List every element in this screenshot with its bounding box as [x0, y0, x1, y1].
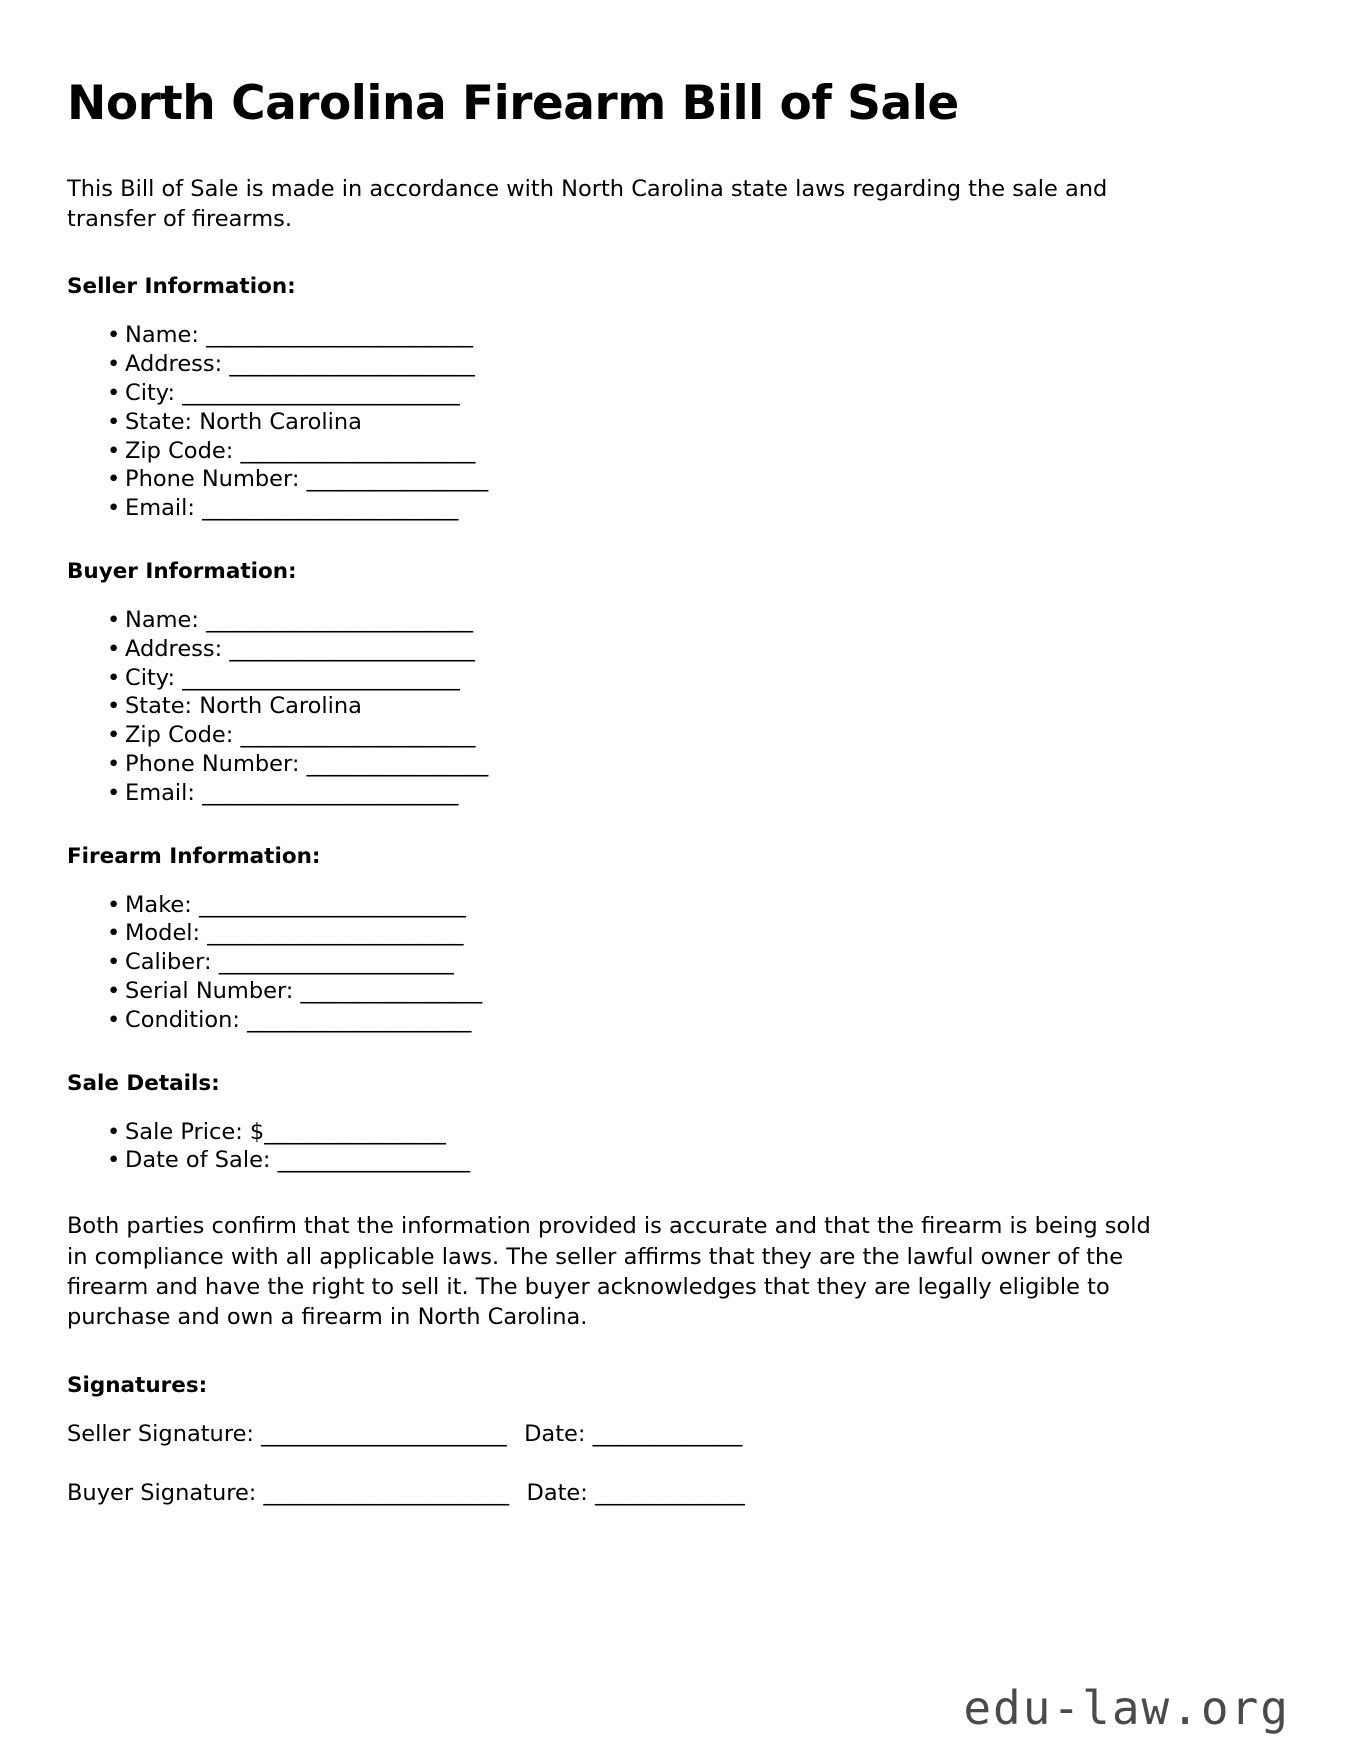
field-blank[interactable]: ______________________: [240, 722, 475, 749]
buyer-signature-row: [67, 1479, 1292, 1508]
bullet-icon: •: [107, 949, 121, 976]
list-item: [67, 494, 1292, 523]
sale-details-field-list: [67, 1118, 1292, 1176]
confirmation-paragraph: Both parties confirm that the information provided is accurate and that the firearm is being sold in compliance with all applicable laws. The seller affirms that they are the lawful owner of the firearm and have the right to sell it. The buyer acknowledges that they are legally eligible to purchase and own a firearm in North Carolina.: [67, 1213, 1151, 1331]
field-blank[interactable]: _______________________: [229, 635, 475, 662]
field-blank[interactable]: _________________________: [206, 322, 473, 349]
field-label: Name:: [125, 322, 199, 349]
bullet-icon: •: [107, 322, 121, 349]
field-label: State: North Carolina: [125, 408, 362, 435]
field-label: Email:: [125, 495, 196, 522]
bullet-icon: •: [107, 693, 121, 720]
field-blank[interactable]: __________________________: [182, 380, 460, 407]
field-label: Date of Sale:: [125, 1147, 271, 1174]
buyer-signature-label: Buyer Signature:: [67, 1479, 257, 1506]
list-item: [67, 721, 1292, 750]
list-item: [67, 919, 1292, 948]
list-item: [67, 664, 1292, 693]
sale-details-heading: Sale Details:: [67, 1070, 220, 1096]
bullet-icon: •: [107, 351, 121, 378]
list-item: [67, 350, 1292, 379]
field-blank[interactable]: ______________________: [218, 949, 454, 976]
bullet-icon: •: [107, 1118, 121, 1145]
field-blank[interactable]: __________________: [277, 1147, 470, 1174]
field-blank[interactable]: _________________: [300, 977, 482, 1004]
field-label: City:: [125, 380, 176, 407]
field-blank[interactable]: ________________________: [202, 495, 458, 522]
seller-date-blank[interactable]: ______________: [592, 1420, 742, 1447]
seller-signature-label: Seller Signature:: [67, 1420, 254, 1447]
field-label: Sale Price: $: [125, 1118, 265, 1145]
seller-date-label: Date:: [524, 1420, 586, 1447]
field-blank[interactable]: _________________________: [206, 607, 473, 634]
signatures-heading: Signatures:: [67, 1372, 208, 1398]
list-item: [67, 379, 1292, 408]
field-blank[interactable]: __________________________: [182, 664, 460, 691]
bullet-icon: •: [107, 607, 121, 634]
field-label: Address:: [125, 351, 223, 378]
field-label: Email:: [125, 779, 196, 806]
field-label: Zip Code:: [125, 437, 234, 464]
bullet-icon: •: [107, 408, 121, 435]
bullet-icon: •: [107, 466, 121, 493]
field-blank[interactable]: _______________________: [229, 351, 475, 378]
buyer-date-blank[interactable]: ______________: [595, 1479, 745, 1506]
seller-signature-row: [67, 1420, 1292, 1449]
seller-field-list: [67, 321, 1292, 523]
field-blank[interactable]: _________________________: [199, 891, 466, 918]
bullet-icon: •: [107, 920, 121, 947]
field-blank[interactable]: _________________: [306, 751, 488, 777]
field-label: Condition:: [125, 1006, 240, 1033]
bullet-icon: •: [107, 380, 121, 407]
field-label: Phone Number:: [125, 466, 300, 493]
seller-information-heading: Seller Information:: [67, 274, 296, 300]
field-label: Serial Number:: [125, 977, 294, 1004]
bullet-icon: •: [107, 722, 121, 749]
intro-paragraph: This Bill of Sale is made in accordance with North Carolina state laws regarding the sale and transfer of firearms.: [67, 175, 1108, 233]
field-label: Model:: [125, 920, 201, 947]
list-item: [67, 977, 1292, 1006]
signature-block: [67, 1420, 1292, 1509]
field-label: State: North Carolina: [125, 693, 362, 720]
buyer-date-label: Date:: [526, 1479, 588, 1506]
seller-signature-blank[interactable]: _______________________: [261, 1420, 507, 1447]
bullet-icon: •: [107, 664, 121, 691]
field-blank[interactable]: _________________: [306, 466, 488, 493]
list-item: [67, 465, 1292, 494]
bullet-icon: •: [107, 977, 121, 1004]
field-blank[interactable]: _________________: [264, 1118, 446, 1145]
bullet-icon: •: [107, 1006, 121, 1033]
field-label: Name:: [125, 607, 199, 634]
bullet-icon: •: [107, 1147, 121, 1174]
bullet-icon: •: [107, 635, 121, 662]
list-item: [67, 321, 1292, 350]
site-watermark: edu-law.org: [963, 1681, 1290, 1735]
list-item: [67, 750, 1292, 779]
field-blank[interactable]: ________________________: [202, 779, 458, 806]
bullet-icon: •: [107, 891, 121, 918]
field-label: Address:: [125, 635, 223, 662]
list-item: [67, 1006, 1292, 1035]
firearm-field-list: [67, 891, 1292, 1035]
field-label: Make:: [125, 891, 192, 918]
firearm-information-heading: Firearm Information:: [67, 843, 321, 869]
list-item: [67, 606, 1292, 635]
buyer-signature-blank[interactable]: _______________________: [263, 1479, 509, 1506]
buyer-information-heading: Buyer Information:: [67, 559, 297, 585]
page-title: North Carolina Firearm Bill of Sale: [67, 76, 959, 131]
list-item: [67, 891, 1292, 920]
list-item: [67, 1146, 1292, 1175]
bullet-icon: •: [107, 437, 121, 464]
bullet-icon: •: [107, 751, 121, 777]
list-item: [67, 437, 1292, 466]
field-blank[interactable]: _____________________: [247, 1006, 471, 1033]
list-item: [67, 635, 1292, 664]
bullet-icon: •: [107, 495, 121, 522]
field-blank[interactable]: ______________________: [240, 437, 475, 464]
list-item: [67, 1118, 1292, 1147]
list-item: [67, 948, 1292, 977]
field-label: City:: [125, 664, 176, 691]
list-item: [67, 408, 1292, 437]
list-item: [67, 692, 1292, 721]
field-blank[interactable]: ________________________: [207, 920, 463, 947]
field-label: Zip Code:: [125, 722, 234, 749]
bullet-icon: •: [107, 779, 121, 806]
field-label: Caliber:: [125, 949, 212, 976]
buyer-field-list: [67, 606, 1292, 808]
list-item: [67, 779, 1292, 808]
field-label: Phone Number:: [125, 751, 300, 777]
